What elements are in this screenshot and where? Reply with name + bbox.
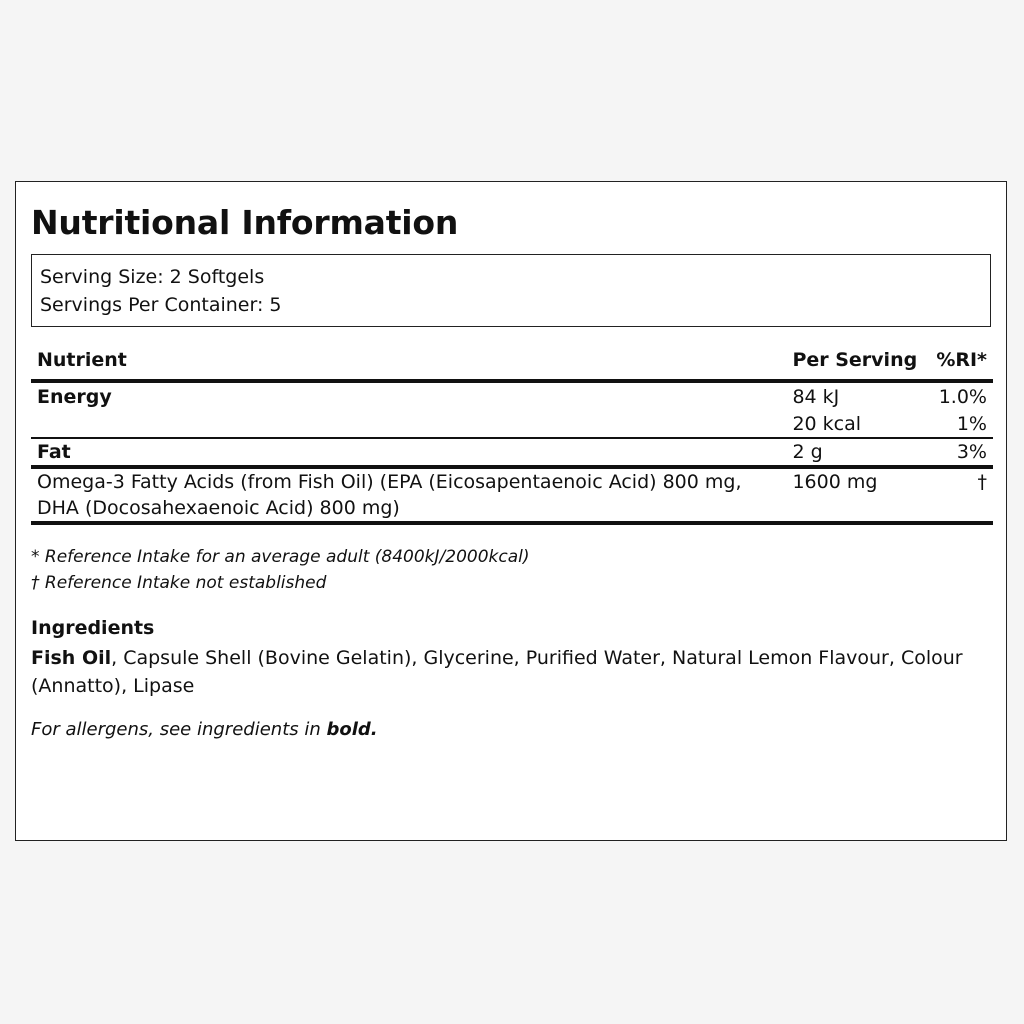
fat-value: 2 g [786, 438, 923, 467]
serving-size: Serving Size: 2 Softgels [40, 266, 265, 288]
omega3-label: Omega-3 Fatty Acids (from Fish Oil) (EPA (Eicosapentaenoic Acid) 800 mg, DHA (Docosahexaenoic Acid) 800 mg) [31, 467, 786, 523]
header-ri: %RI* [923, 345, 993, 381]
fat-label: Fat [31, 438, 786, 467]
table-row-energy-kcal [31, 411, 993, 438]
energy-kcal-blank [31, 411, 786, 438]
energy-label: Energy [37, 386, 112, 408]
energy-kcal-value: 20 kcal [786, 411, 923, 438]
energy-kj-value: 84 kJ [792, 386, 840, 408]
footnotes [31, 544, 991, 596]
servings-per-container: Servings Per Container: 5 [40, 294, 282, 316]
serving-info-box [31, 254, 991, 327]
nutrition-panel [15, 181, 1007, 841]
page-title: Nutritional Information [31, 203, 459, 242]
header-nutrient: Nutrient [31, 345, 786, 381]
table-row-fat [31, 438, 993, 467]
omega3-ri: † [923, 467, 993, 523]
ri-footnote: * Reference Intake for an average adult (8400kJ/2000kcal) [31, 547, 530, 567]
energy-kj-ri: 1.0% [938, 386, 987, 408]
energy-kcal-ri: 1% [923, 411, 993, 438]
header-per-serving: Per Serving [786, 345, 923, 381]
allergen-bold-word: bold. [326, 719, 378, 740]
ingredient-bold-fish-oil: Fish Oil [31, 647, 112, 669]
ingredients-list [31, 644, 991, 700]
dagger-footnote: † Reference Intake not established [31, 573, 327, 593]
allergen-note [31, 717, 991, 743]
table-header-row [31, 345, 993, 381]
table-row-energy-kj [31, 381, 993, 411]
table-row-omega3 [31, 467, 993, 523]
ingredients-title: Ingredients [31, 617, 155, 639]
fat-ri: 3% [923, 438, 993, 467]
allergen-text: For allergens, see ingredients in [31, 719, 327, 740]
ingredients-rest: , Capsule Shell (Bovine Gelatin), Glycerine, Purified Water, Natural Lemon Flavour, Colour (Annatto), Lipase [31, 647, 963, 697]
nutrition-table [31, 345, 993, 525]
omega3-value: 1600 mg [786, 467, 923, 523]
